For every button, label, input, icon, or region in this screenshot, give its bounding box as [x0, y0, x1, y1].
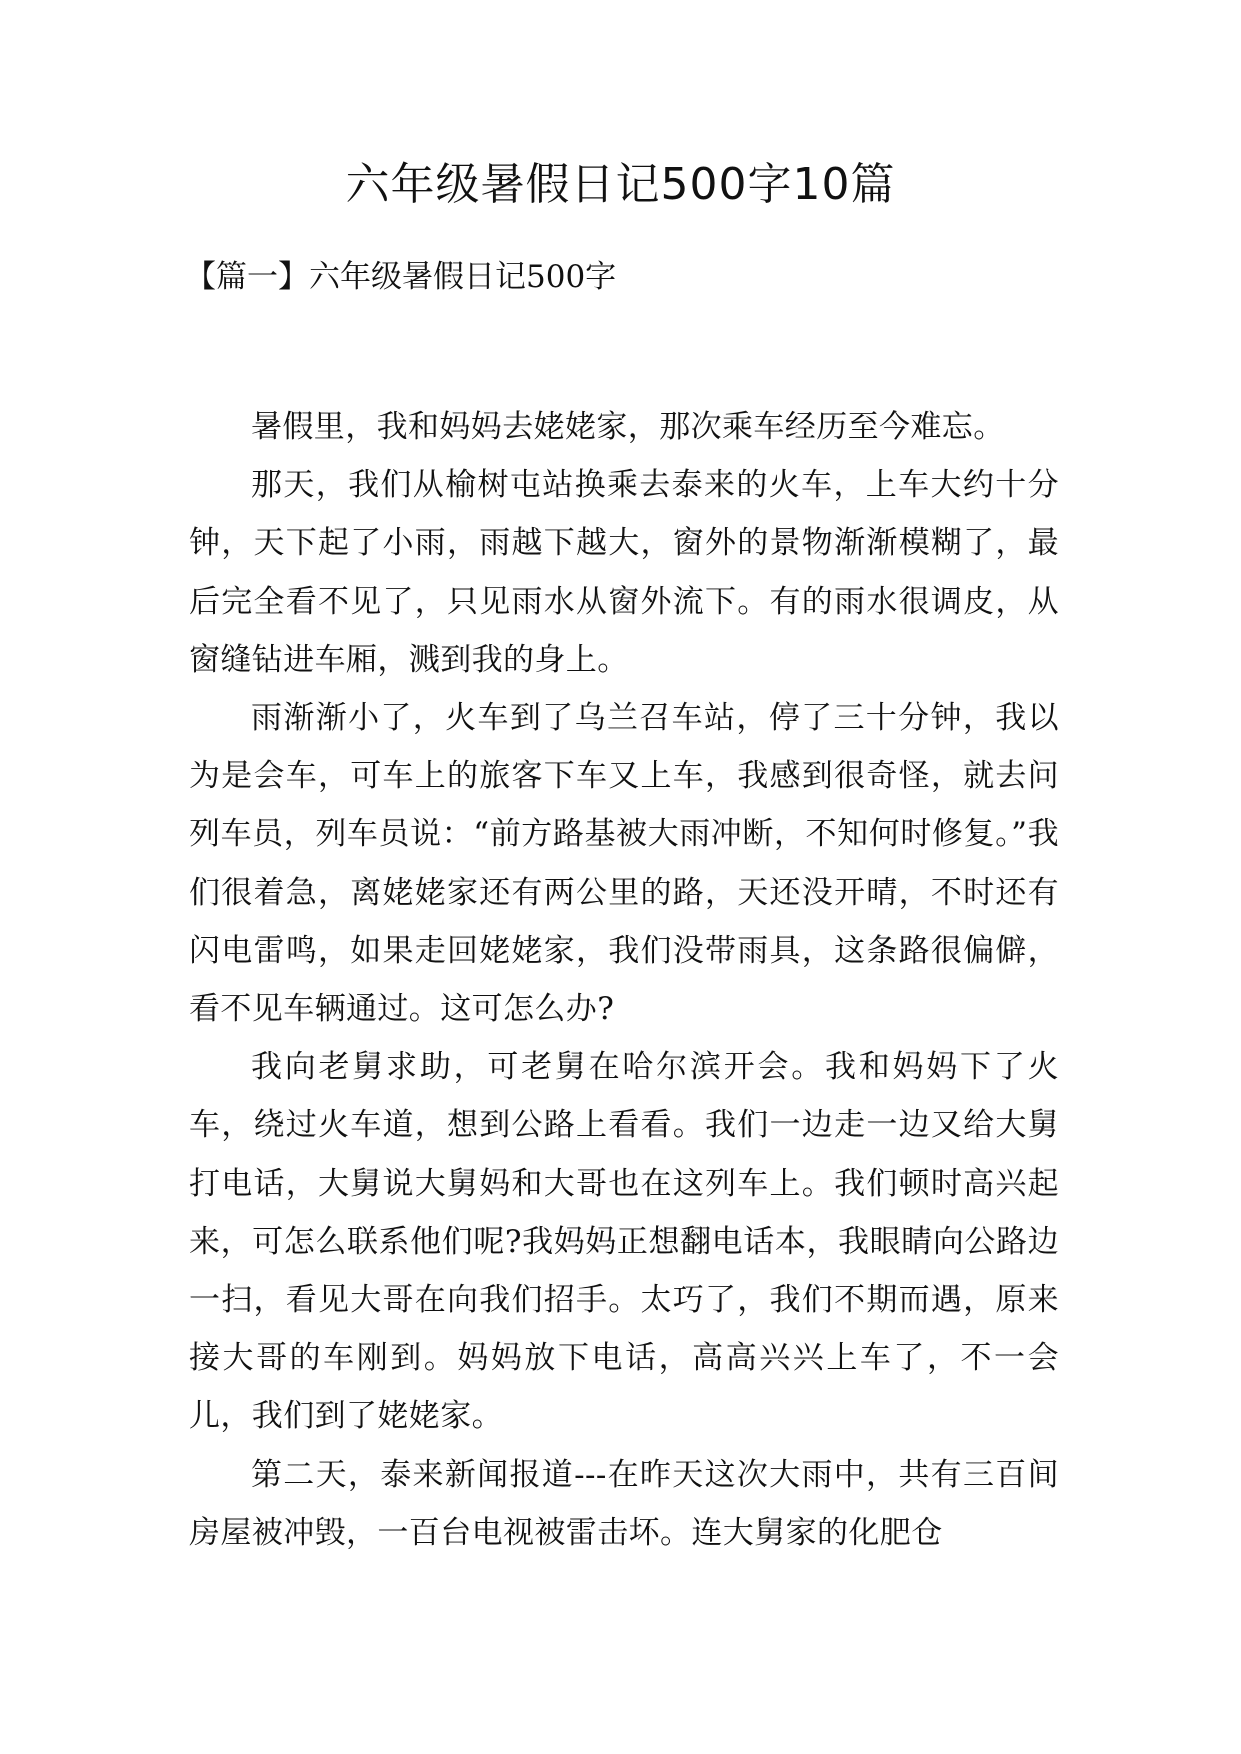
paragraph: 那天，我们从榆树屯站换乘去泰来的火车，上车大约十分钟，天下起了小雨，雨越下越大，窗外的景物渐渐模糊了，最后完全看不见了，只见雨水从窗外流下。有的雨水很调皮，从窗缝钻进车厢，溅到我的身上。 [189, 467, 1059, 678]
paragraph: 雨渐渐小了，火车到了乌兰召车站，停了三十分钟，我以为是会车，可车上的旅客下车又上车，我感到很奇怪，就去问列车员，列车员说：“前方路基被大雨冲断，不知何时修复。”我们很着急，离姥姥家还有两公里的路，天还没开晴，不时还有闪电雷鸣，如果走回姥姥家，我们没带雨具，这条路很偏僻，看不见车辆通过。这可怎么办? [189, 700, 1059, 1028]
paragraph: 我向老舅求助，可老舅在哈尔滨开会。我和妈妈下了火车，绕过火车道，想到公路上看看。我们一边走一边又给大舅打电话，大舅说大舅妈和大哥也在这列车上。我们顿时高兴起来，可怎么联系他们呢?我妈妈正想翻电话本，我眼睛向公路边一扫，看见大哥在向我们招手。太巧了，我们不期而遇，原来接大哥的车刚到。妈妈放下电话，高高兴兴上车了，不一会儿，我们到了姥姥家。 [189, 1049, 1059, 1435]
section-heading: 【篇一】六年级暑假日记500字 [185, 259, 617, 295]
document-title: 六年级暑假日记500字10篇 [345, 159, 896, 210]
paragraph: 暑假里，我和妈妈去姥姥家，那次乘车经历至今难忘。 [251, 409, 1005, 445]
paragraph: 第二天，泰来新闻报道---在昨天这次大雨中，共有三百间房屋被冲毁，一百台电视被雷击坏。连大舅家的化肥仓 [189, 1456, 1059, 1551]
document-body [189, 398, 1059, 1562]
